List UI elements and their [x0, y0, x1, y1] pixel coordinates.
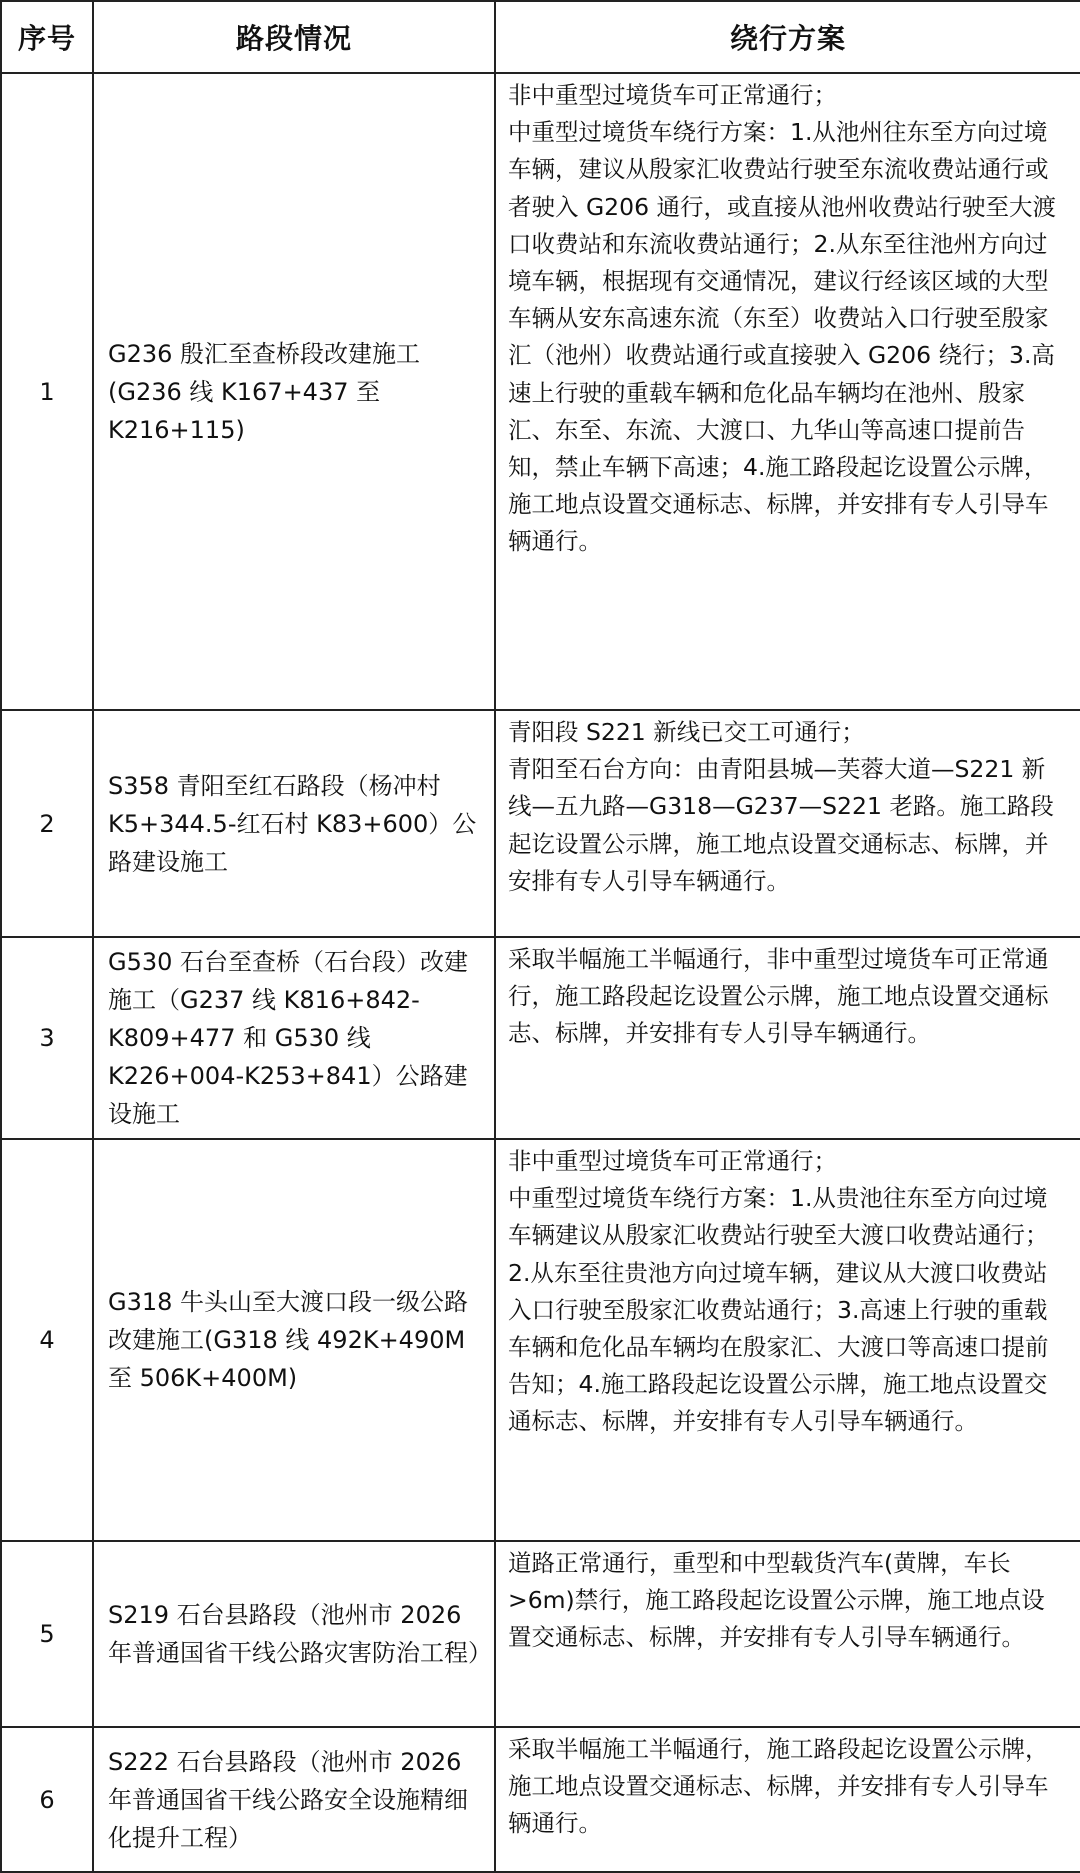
plan-paragraph: 中重型过境货车绕行方案：1.从贵池往东至方向过境车辆建议从殷家汇收费站行驶至大渡口收费站通行；2.从东至往贵池方向过境车辆，建议从大渡口收费站入口行驶至殷家汇收费站通行；3.高速上行驶的重载车辆和危化品车辆均在殷家汇、大渡口等高速口提前告知；4.施工路段起讫设置公示牌，施工地点设置交通标志、标牌，并安排有专人引导车辆通行。: [508, 1184, 1049, 1436]
row-section: S358 青阳至红石路段（杨冲村 K5+344.5-红石村 K83+600）公路建设施工: [93, 710, 495, 937]
row-section: G236 殷汇至查桥段改建施工(G236 线 K167+437 至 K216+115): [93, 73, 495, 710]
row-section: G530 石台至查桥（石台段）改建施工（G237 线 K816+842-K809+477 和 G530 线 K226+004-K253+841）公路建设施工: [93, 937, 495, 1139]
plan-paragraph: 采取半幅施工半幅通行，施工路段起讫设置公示牌，施工地点设置交通标志、标牌，并安排有专人引导车辆通行。: [508, 1735, 1049, 1838]
row-plan: [495, 710, 1080, 937]
header-plan: 绕行方案: [495, 1, 1080, 73]
row-plan: [495, 1727, 1080, 1872]
plan-paragraph: 采取半幅施工半幅通行，非中重型过境货车可正常通行，施工路段起讫设置公示牌，施工地点设置交通标志、标牌，并安排有专人引导车辆通行。: [508, 945, 1049, 1048]
row-section: S219 石台县路段（池州市 2026 年普通国省干线公路灾害防治工程）: [93, 1541, 495, 1727]
row-seq: 3: [1, 937, 93, 1139]
row-plan: [495, 1139, 1080, 1541]
table-row: [1, 73, 1080, 710]
row-plan: [495, 73, 1080, 710]
row-plan: [495, 937, 1080, 1139]
row-seq: 5: [1, 1541, 93, 1727]
row-section: S222 石台县路段（池州市 2026 年普通国省干线公路安全设施精细化提升工程）: [93, 1727, 495, 1872]
row-plan: [495, 1541, 1080, 1727]
row-seq: 4: [1, 1139, 93, 1541]
row-seq: 6: [1, 1727, 93, 1872]
plan-paragraph: 道路正常通行，重型和中型载货汽车(黄牌，车长>6m)禁行，施工路段起讫设置公示牌，施工地点设置交通标志、标牌，并安排有专人引导车辆通行。: [508, 1549, 1045, 1652]
table-row: [1, 710, 1080, 937]
row-section: G318 牛头山至大渡口段一级公路改建施工(G318 线 492K+490M 至 506K+400M): [93, 1139, 495, 1541]
plan-paragraph: 非中重型过境货车可正常通行；: [508, 1147, 837, 1175]
plan-paragraph: 青阳段 S221 新线已交工可通行；: [508, 718, 865, 746]
plan-paragraph: 非中重型过境货车可正常通行；: [508, 81, 837, 109]
header-row: [1, 1, 1080, 73]
table-row: [1, 1541, 1080, 1727]
header-section: 路段情况: [93, 1, 495, 73]
plan-paragraph: 青阳至石台方向：由青阳县城—芙蓉大道—S221 新线—五九路—G318—G237—S221 老路。施工路段起讫设置公示牌，施工地点设置交通标志、标牌，并安排有专人引导车辆通行。: [508, 755, 1054, 895]
table-row: [1, 1727, 1080, 1872]
row-seq: 2: [1, 710, 93, 937]
header-seq: 序号: [1, 1, 93, 73]
row-seq: 1: [1, 73, 93, 710]
table-row: [1, 1139, 1080, 1541]
plan-paragraph: 中重型过境货车绕行方案：1.从池州往东至方向过境车辆，建议从殷家汇收费站行驶至东流收费站通行或者驶入 G206 通行，或直接从池州收费站行驶至大渡口收费站和东流收费站通行；2.从东至往池州方向过境车辆，根据现有交通情况，建议行经该区域的大型车辆从安东高速东流（东至）收费站入口行驶至殷家汇（池州）收费站通行或直接驶入 G206 绕行；3.高速上行驶的重载车辆和危化品车辆均在池州、殷家汇、东至、东流、大渡口、九华山等高速口提前告知，禁止车辆下高速；4.施工路段起讫设置公示牌，施工地点设置交通标志、标牌，并安排有专人引导车辆通行。: [508, 118, 1057, 556]
table-row: [1, 937, 1080, 1139]
